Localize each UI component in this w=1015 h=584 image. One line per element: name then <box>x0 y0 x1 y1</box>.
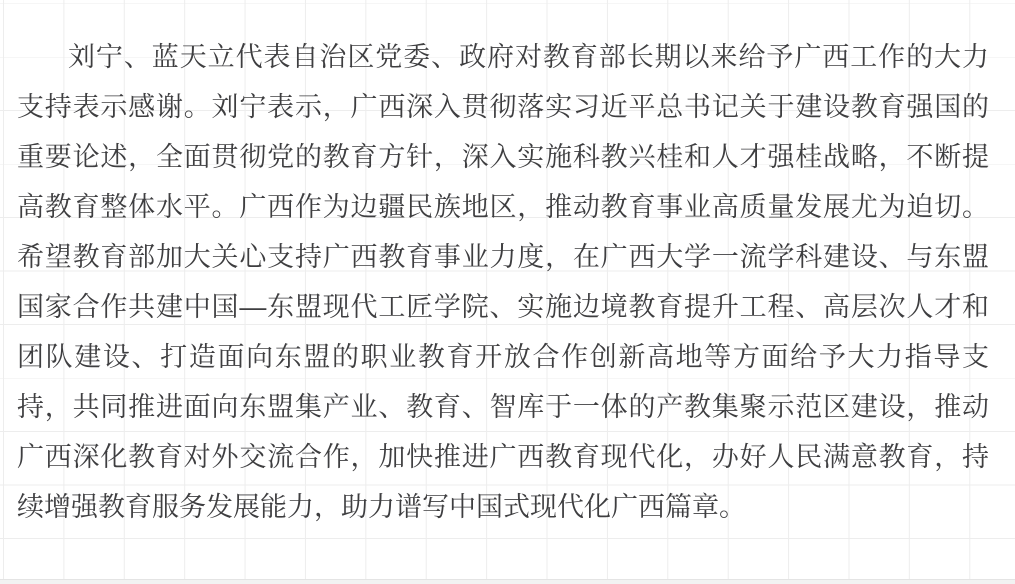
paragraph-line: 重要论述，全面贯彻党的教育方针，深入实施科教兴桂和人才强桂战略，不断提 <box>17 142 989 172</box>
bottom-edge-strip <box>0 579 1015 584</box>
paragraph-line: 支持表示感谢。刘宁表示，广西深入贯彻落实习近平总书记关于建设教育强国的 <box>17 92 989 122</box>
paragraph-line: 团队建设、打造面向东盟的职业教育开放合作创新高地等方面给予大力指导支 <box>17 342 989 372</box>
paragraph-line: 刘宁、蓝天立代表自治区党委、政府对教育部长期以来给予广西工作的大力 <box>68 42 989 72</box>
paragraph-line: 广西深化教育对外交流合作，加快推进广西教育现代化，办好人民满意教育，持 <box>17 442 989 472</box>
paragraph-line: 续增强教育服务发展能力，助力谱写中国式现代化广西篇章。 <box>17 492 746 522</box>
paragraph-line: 高教育整体水平。广西作为边疆民族地区，推动教育事业高质量发展尤为迫切。 <box>17 192 989 222</box>
paragraph-line: 国家合作共建中国—东盟现代工匠学院、实施边境教育提升工程、高层次人才和 <box>17 292 989 322</box>
paragraph-line: 希望教育部加大关心支持广西教育事业力度，在广西大学一流学科建设、与东盟 <box>17 242 989 272</box>
paragraph-line: 持，共同推进面向东盟集产业、教育、智库于一体的产教集聚示范区建设，推动 <box>17 392 989 422</box>
